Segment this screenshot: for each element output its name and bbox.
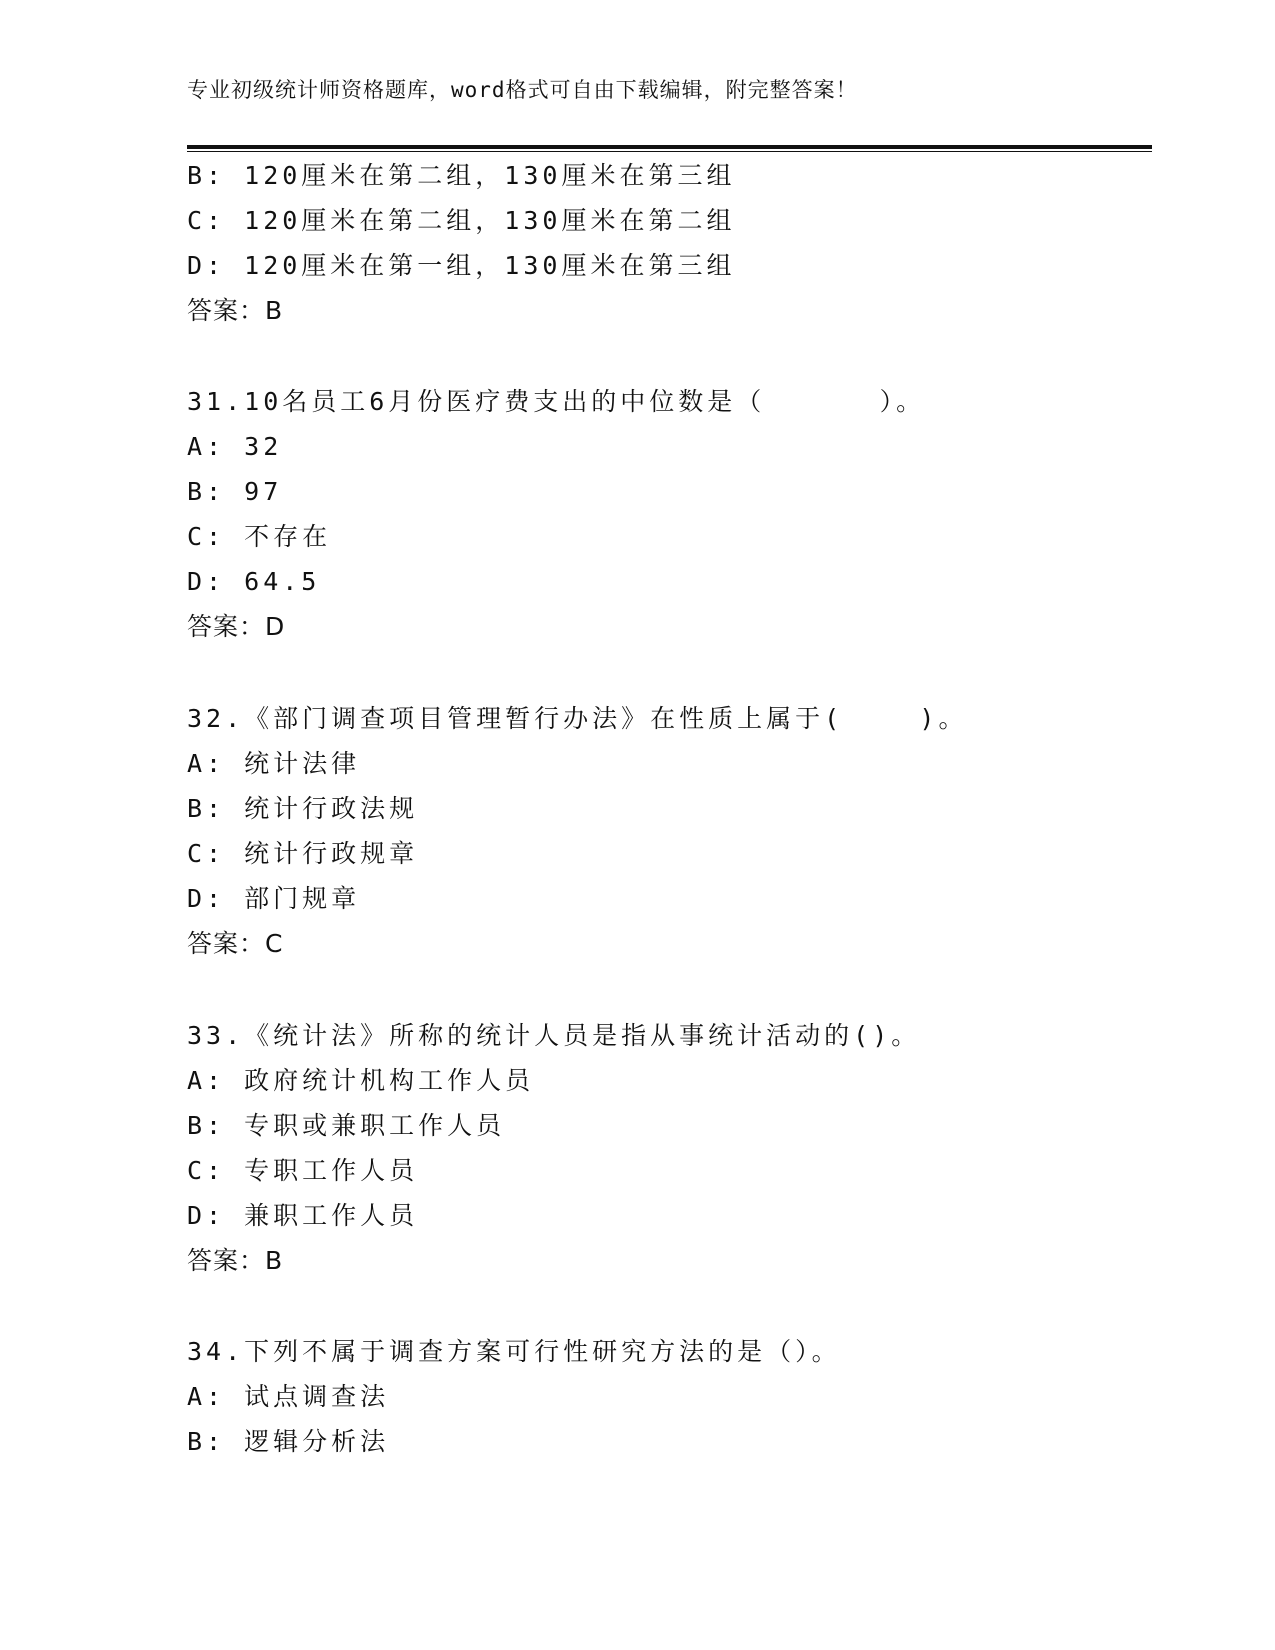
option-line: A: 政府统计机构工作人员 (187, 1066, 535, 1095)
header-rule-thick (187, 145, 1152, 149)
answer-line: 答案：D (187, 612, 286, 641)
header-rule-thin (187, 151, 1152, 152)
option-line: A: 试点调查法 (187, 1382, 390, 1411)
option-line: B: 120厘米在第二组，130厘米在第三组 (187, 161, 736, 190)
option-line: C: 不存在 (187, 522, 332, 551)
option-line: B: 97 (187, 477, 283, 506)
option-line: B: 统计行政法规 (187, 794, 419, 823)
option-line: B: 专职或兼职工作人员 (187, 1111, 506, 1140)
answer-line: 答案：B (187, 296, 284, 325)
option-line: B: 逻辑分析法 (187, 1427, 390, 1456)
option-line: D: 64.5 (187, 567, 321, 596)
option-line: C: 120厘米在第二组，130厘米在第二组 (187, 206, 736, 235)
question-stem: 34.下列不属于调查方案可行性研究方法的是（）。 (187, 1337, 841, 1366)
page-header: 专业初级统计师资格题库，word格式可自由下载编辑，附完整答案！ (187, 78, 858, 102)
answer-line: 答案：B (187, 1246, 284, 1275)
question-stem: 31.10名员工6月份医疗费支出的中位数是（ ）。 (187, 387, 926, 416)
option-line: A: 32 (187, 432, 283, 461)
option-line: A: 统计法律 (187, 749, 361, 778)
option-line: C: 统计行政规章 (187, 839, 419, 868)
option-line: C: 专职工作人员 (187, 1156, 419, 1185)
question-stem: 33.《统计法》所称的统计人员是指从事统计活动的()。 (187, 1021, 921, 1050)
question-stem: 32.《部门调查项目管理暂行办法》在性质上属于( )。 (187, 704, 968, 733)
option-line: D: 部门规章 (187, 884, 361, 913)
option-line: D: 兼职工作人员 (187, 1201, 419, 1230)
answer-line: 答案：C (187, 929, 284, 958)
option-line: D: 120厘米在第一组，130厘米在第三组 (187, 251, 736, 280)
